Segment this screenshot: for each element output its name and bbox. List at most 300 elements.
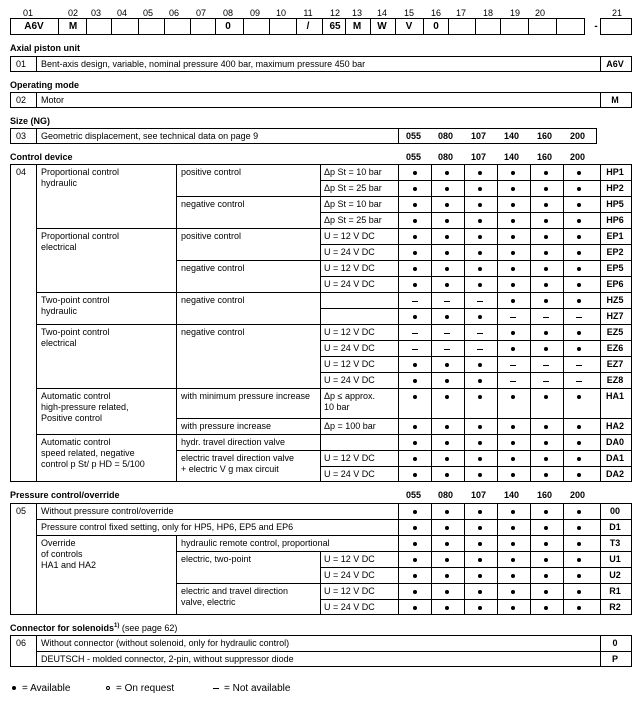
available-mark [544, 251, 548, 255]
code-cell [475, 18, 501, 35]
available-mark [544, 235, 548, 239]
col-divider [497, 164, 498, 482]
size-header: 160 [537, 490, 553, 500]
available-mark [478, 590, 482, 594]
position-number: 09 [249, 8, 260, 18]
position-number: 02 [67, 8, 78, 18]
available-mark [445, 187, 449, 191]
available-mark [478, 510, 482, 514]
row-code: 00 [609, 506, 620, 516]
sub-divider [176, 450, 632, 451]
row-number: 01 [16, 59, 27, 69]
row-divider [320, 567, 632, 568]
not-available-mark [576, 317, 582, 318]
available-mark [445, 363, 449, 367]
available-mark [445, 425, 449, 429]
position-number: 11 [303, 8, 313, 18]
col-divider [464, 503, 465, 615]
control-sub-label: with pressure increase [181, 421, 272, 431]
control-sub-label: hydr. travel direction valve [181, 437, 286, 447]
available-mark [511, 441, 515, 445]
available-mark [445, 457, 449, 461]
row-divider [320, 212, 632, 213]
row-divider [36, 535, 632, 536]
available-mark [511, 558, 515, 562]
available-mark [445, 558, 449, 562]
code-cell-value: V [405, 21, 413, 32]
available-mark [478, 379, 482, 383]
control-group-label: Two-point control hydraulic [41, 295, 110, 316]
row-code: EZ6 [606, 343, 624, 353]
available-mark [478, 315, 482, 319]
pressure-sub-label: hydraulic remote control, proportional [181, 538, 330, 548]
row-code: HZ7 [606, 311, 624, 321]
legend-available: = Available [22, 683, 71, 694]
code-cell-value: - [594, 21, 598, 32]
available-mark [478, 187, 482, 191]
row-code: DA1 [605, 453, 624, 463]
available-mark [544, 171, 548, 175]
row-code: HA1 [605, 391, 624, 401]
available-mark [478, 395, 482, 399]
col-divider [431, 503, 432, 615]
available-mark [577, 187, 581, 191]
size-header: 107 [471, 490, 487, 500]
available-mark [413, 510, 417, 514]
position-number: 17 [455, 8, 466, 18]
control-condition: U = 12 V DC [324, 231, 375, 241]
section-title-connector: Connector for solenoids$^{1)}$ (see page 62) [10, 623, 178, 633]
code-cell-value: M [352, 21, 362, 32]
position-number: 01 [22, 8, 33, 18]
sub-divider [176, 196, 632, 197]
control-group-label: Proportional control hydraulic [41, 167, 120, 188]
row-code: EP2 [606, 247, 624, 257]
available-mark [478, 574, 482, 578]
not-available-mark [543, 365, 549, 366]
position-number: 08 [222, 8, 233, 18]
available-mark [511, 219, 515, 223]
available-mark [413, 473, 417, 477]
size-value: 107 [471, 131, 487, 141]
row-number: 02 [16, 95, 27, 105]
available-mark [445, 590, 449, 594]
pressure-desc: Pressure control fixed setting, only for HP5, HP6, EP5 and EP6 [41, 522, 294, 532]
available-mark [478, 219, 482, 223]
group-divider [36, 324, 632, 325]
available-mark [544, 606, 548, 610]
available-mark [413, 558, 417, 562]
available-mark [413, 363, 417, 367]
row-divider [36, 651, 632, 652]
row-number: 03 [16, 131, 27, 141]
col-divider [563, 503, 564, 615]
code-cell-value: / [306, 21, 310, 32]
code-cell [86, 18, 112, 35]
code-cell-value: M [68, 21, 78, 32]
available-mark [577, 590, 581, 594]
control-condition: Δp St = 10 bar [324, 199, 382, 209]
code-cell [269, 18, 297, 35]
available-mark [511, 574, 515, 578]
available-mark [577, 526, 581, 530]
available-mark [544, 574, 548, 578]
size-header: 160 [537, 152, 553, 162]
available-mark [478, 606, 482, 610]
row-code: 0 [612, 638, 618, 648]
not-available-mark [477, 349, 483, 350]
control-sub-label: with minimum pressure increase [181, 391, 311, 401]
available-mark [511, 267, 515, 271]
available-mark [445, 395, 449, 399]
code-cell [500, 18, 529, 35]
available-mark [413, 171, 417, 175]
control-sub-label: positive control [181, 231, 242, 241]
code-cell-value: A6V [24, 21, 44, 32]
available-mark [413, 203, 417, 207]
available-mark [577, 331, 581, 335]
row-code: EZ5 [606, 327, 624, 337]
available-mark [544, 331, 548, 335]
available-mark [445, 235, 449, 239]
not-available-mark [444, 349, 450, 350]
available-mark [478, 363, 482, 367]
connector-desc: Without connector (without solenoid, only for hydraulic control) [41, 638, 290, 648]
available-mark [478, 283, 482, 287]
row-code: EP6 [606, 279, 624, 289]
available-mark [544, 558, 548, 562]
row-code: DA2 [605, 469, 624, 479]
available-mark [478, 457, 482, 461]
available-mark [478, 526, 482, 530]
group-divider [36, 434, 632, 435]
not-available-mark [510, 365, 516, 366]
section-title-control: Control device [10, 152, 73, 162]
row-code: HZ5 [606, 295, 624, 305]
available-mark [511, 331, 515, 335]
size-value: 160 [537, 131, 553, 141]
pressure-sub-label: electric and travel direction valve, electric [181, 586, 289, 607]
legend-available-symbol [12, 686, 16, 690]
available-mark [577, 203, 581, 207]
divider [176, 535, 177, 615]
legend-on-request: = On request [116, 683, 175, 694]
size-header: 055 [406, 152, 422, 162]
not-available-mark [543, 317, 549, 318]
divider [600, 56, 601, 72]
available-mark [577, 457, 581, 461]
pressure-condition: U = 12 V DC [324, 554, 375, 564]
not-available-mark [510, 317, 516, 318]
control-sub-label: negative control [181, 199, 245, 209]
sub-divider [176, 260, 632, 261]
available-mark [478, 203, 482, 207]
available-mark [413, 267, 417, 271]
available-mark [413, 395, 417, 399]
control-condition: U = 24 V DC [324, 279, 375, 289]
control-condition: Δp ≤ approx. 10 bar [324, 391, 375, 412]
available-mark [478, 425, 482, 429]
control-sub-label: negative control [181, 263, 245, 273]
size-value: 200 [570, 131, 586, 141]
available-mark [413, 187, 417, 191]
not-available-mark [444, 333, 450, 334]
row-code: HP2 [606, 183, 624, 193]
row-code: EP5 [606, 263, 624, 273]
row-desc: Bent-axis design, variable, nominal pressure 400 bar, maximum pressure 450 bar [41, 59, 366, 69]
available-mark [478, 473, 482, 477]
available-mark [577, 283, 581, 287]
col-divider [464, 164, 465, 482]
section-title-axial: Axial piston unit [10, 43, 81, 53]
control-sub-label: electric travel direction valve + electric V g max circuit [181, 453, 295, 474]
available-mark [511, 473, 515, 477]
available-mark [544, 542, 548, 546]
row-code: P [611, 654, 618, 664]
available-mark [511, 425, 515, 429]
row-number: 06 [16, 638, 27, 648]
row-code: HA2 [605, 421, 624, 431]
available-mark [544, 473, 548, 477]
sub-divider [176, 418, 632, 419]
position-number: 14 [376, 8, 387, 18]
available-mark [478, 171, 482, 175]
size-header: 107 [471, 152, 487, 162]
group-divider [36, 388, 632, 389]
code-cell [164, 18, 191, 35]
control-sub-label: negative control [181, 295, 245, 305]
available-mark [577, 219, 581, 223]
control-sub-label: negative control [181, 327, 245, 337]
available-mark [445, 283, 449, 287]
available-mark [445, 574, 449, 578]
code-cell [190, 18, 216, 35]
row-code: HP5 [606, 199, 624, 209]
available-mark [511, 542, 515, 546]
available-mark [445, 219, 449, 223]
row-code: R2 [609, 602, 621, 612]
control-condition: U = 24 V DC [324, 343, 375, 353]
available-mark [413, 574, 417, 578]
divider [398, 164, 399, 482]
row-code: EP1 [606, 231, 624, 241]
available-mark [478, 558, 482, 562]
section-title-pressure: Pressure control/override [10, 490, 120, 500]
available-mark [413, 542, 417, 546]
available-mark [577, 606, 581, 610]
row-code: D1 [609, 522, 621, 532]
code-cell-value: W [377, 21, 387, 32]
legend-not-available-symbol [213, 688, 219, 689]
size-value: 055 [406, 131, 422, 141]
section-title-size: Size (NG) [10, 116, 51, 126]
available-mark [577, 510, 581, 514]
row-divider [320, 180, 632, 181]
code-cell [138, 18, 165, 35]
available-mark [478, 267, 482, 271]
available-mark [445, 379, 449, 383]
position-number: 13 [351, 8, 362, 18]
code-cell [111, 18, 139, 35]
divider [600, 92, 601, 108]
available-mark [544, 441, 548, 445]
available-mark [413, 425, 417, 429]
available-mark [544, 425, 548, 429]
col-divider [563, 164, 564, 482]
available-mark [577, 574, 581, 578]
control-group-label: Proportional control electrical [41, 231, 120, 252]
pressure-condition: U = 12 V DC [324, 586, 375, 596]
available-mark [511, 526, 515, 530]
size-header: 140 [504, 152, 520, 162]
divider [36, 128, 37, 144]
row-desc: Geometric displacement, see technical data on page 9 [41, 131, 259, 141]
control-condition: U = 12 V DC [324, 263, 375, 273]
available-mark [577, 558, 581, 562]
pressure-desc: Without pressure control/override [41, 506, 174, 516]
code-cell-value: 0 [225, 21, 231, 32]
available-mark [544, 347, 548, 351]
available-mark [445, 606, 449, 610]
available-mark [413, 606, 417, 610]
code-cell [448, 18, 476, 35]
available-mark [445, 542, 449, 546]
operating-row [10, 92, 632, 108]
row-divider [320, 308, 632, 309]
available-mark [511, 299, 515, 303]
row-divider [320, 466, 632, 467]
connector-desc: DEUTSCH - molded connector, 2-pin, without suppressor diode [41, 654, 294, 664]
available-mark [478, 251, 482, 255]
not-available-mark [510, 381, 516, 382]
control-condition: U = 12 V DC [324, 453, 375, 463]
not-available-mark [576, 365, 582, 366]
divider [36, 56, 37, 72]
code-cell-value: 0 [433, 21, 439, 32]
row-code: A6V [606, 59, 624, 69]
row-code: T3 [609, 538, 621, 548]
row-divider [176, 583, 632, 584]
row-code: U2 [609, 570, 621, 580]
available-mark [413, 315, 417, 319]
size-value: 080 [438, 131, 454, 141]
row-number: 05 [16, 506, 27, 516]
available-mark [544, 267, 548, 271]
position-number: 18 [482, 8, 493, 18]
available-mark [445, 203, 449, 207]
available-mark [511, 283, 515, 287]
position-number: 21 [611, 8, 622, 18]
col-divider [431, 164, 432, 482]
row-divider [320, 276, 632, 277]
position-number: 20 [534, 8, 545, 18]
available-mark [511, 590, 515, 594]
available-mark [413, 251, 417, 255]
control-condition: Δp St = 25 bar [324, 215, 382, 225]
control-group-label: Automatic control high-pressure related, Positive control [41, 391, 129, 423]
available-mark [544, 283, 548, 287]
available-mark [445, 267, 449, 271]
available-mark [445, 441, 449, 445]
available-mark [511, 347, 515, 351]
control-group-label: Automatic control speed related, negative control p St/ p HD = 5/100 [41, 437, 145, 469]
available-mark [577, 441, 581, 445]
available-mark [511, 395, 515, 399]
row-code: R1 [609, 586, 621, 596]
row-code: EZ8 [606, 375, 624, 385]
col-divider [530, 503, 531, 615]
position-number: 07 [195, 8, 206, 18]
not-available-mark [576, 381, 582, 382]
position-number: 06 [168, 8, 179, 18]
row-code: HP1 [606, 167, 624, 177]
size-header: 200 [570, 490, 586, 500]
not-available-mark [444, 301, 450, 302]
size-header: 055 [406, 490, 422, 500]
available-mark [544, 203, 548, 207]
control-condition: Δp = 100 bar [324, 421, 376, 431]
size-header: 080 [438, 490, 454, 500]
available-mark [445, 251, 449, 255]
available-mark [544, 299, 548, 303]
available-mark [511, 251, 515, 255]
row-divider [320, 372, 632, 373]
size-value: 140 [504, 131, 520, 141]
divider [176, 164, 177, 482]
row-divider [36, 519, 632, 520]
available-mark [577, 425, 581, 429]
available-mark [413, 441, 417, 445]
row-desc: Motor [41, 95, 65, 105]
pressure-group-label: Override of controls HA1 and HA2 [41, 538, 97, 570]
available-mark [544, 510, 548, 514]
available-mark [478, 542, 482, 546]
not-available-mark [477, 301, 483, 302]
control-condition: U = 24 V DC [324, 469, 375, 479]
available-mark [577, 235, 581, 239]
legend-on-request-symbol [106, 686, 110, 690]
row-code: HP6 [606, 215, 624, 225]
available-mark [413, 283, 417, 287]
available-mark [577, 473, 581, 477]
section-title-operating: Operating mode [10, 80, 80, 90]
position-number: 19 [509, 8, 520, 18]
row-divider [320, 244, 632, 245]
pressure-condition: U = 24 V DC [324, 602, 375, 612]
available-mark [577, 347, 581, 351]
available-mark [544, 590, 548, 594]
available-mark [511, 171, 515, 175]
not-available-mark [543, 381, 549, 382]
available-mark [544, 395, 548, 399]
code-cell [243, 18, 270, 35]
available-mark [544, 187, 548, 191]
col-divider [530, 164, 531, 482]
available-mark [413, 457, 417, 461]
pressure-sub-label: electric, two-point [181, 554, 252, 564]
available-mark [445, 473, 449, 477]
available-mark [478, 441, 482, 445]
available-mark [445, 171, 449, 175]
group-divider [36, 228, 632, 229]
available-mark [544, 526, 548, 530]
size-header: 200 [570, 152, 586, 162]
available-mark [511, 203, 515, 207]
position-number: 15 [403, 8, 414, 18]
available-mark [511, 235, 515, 239]
available-mark [511, 606, 515, 610]
group-divider [36, 292, 632, 293]
